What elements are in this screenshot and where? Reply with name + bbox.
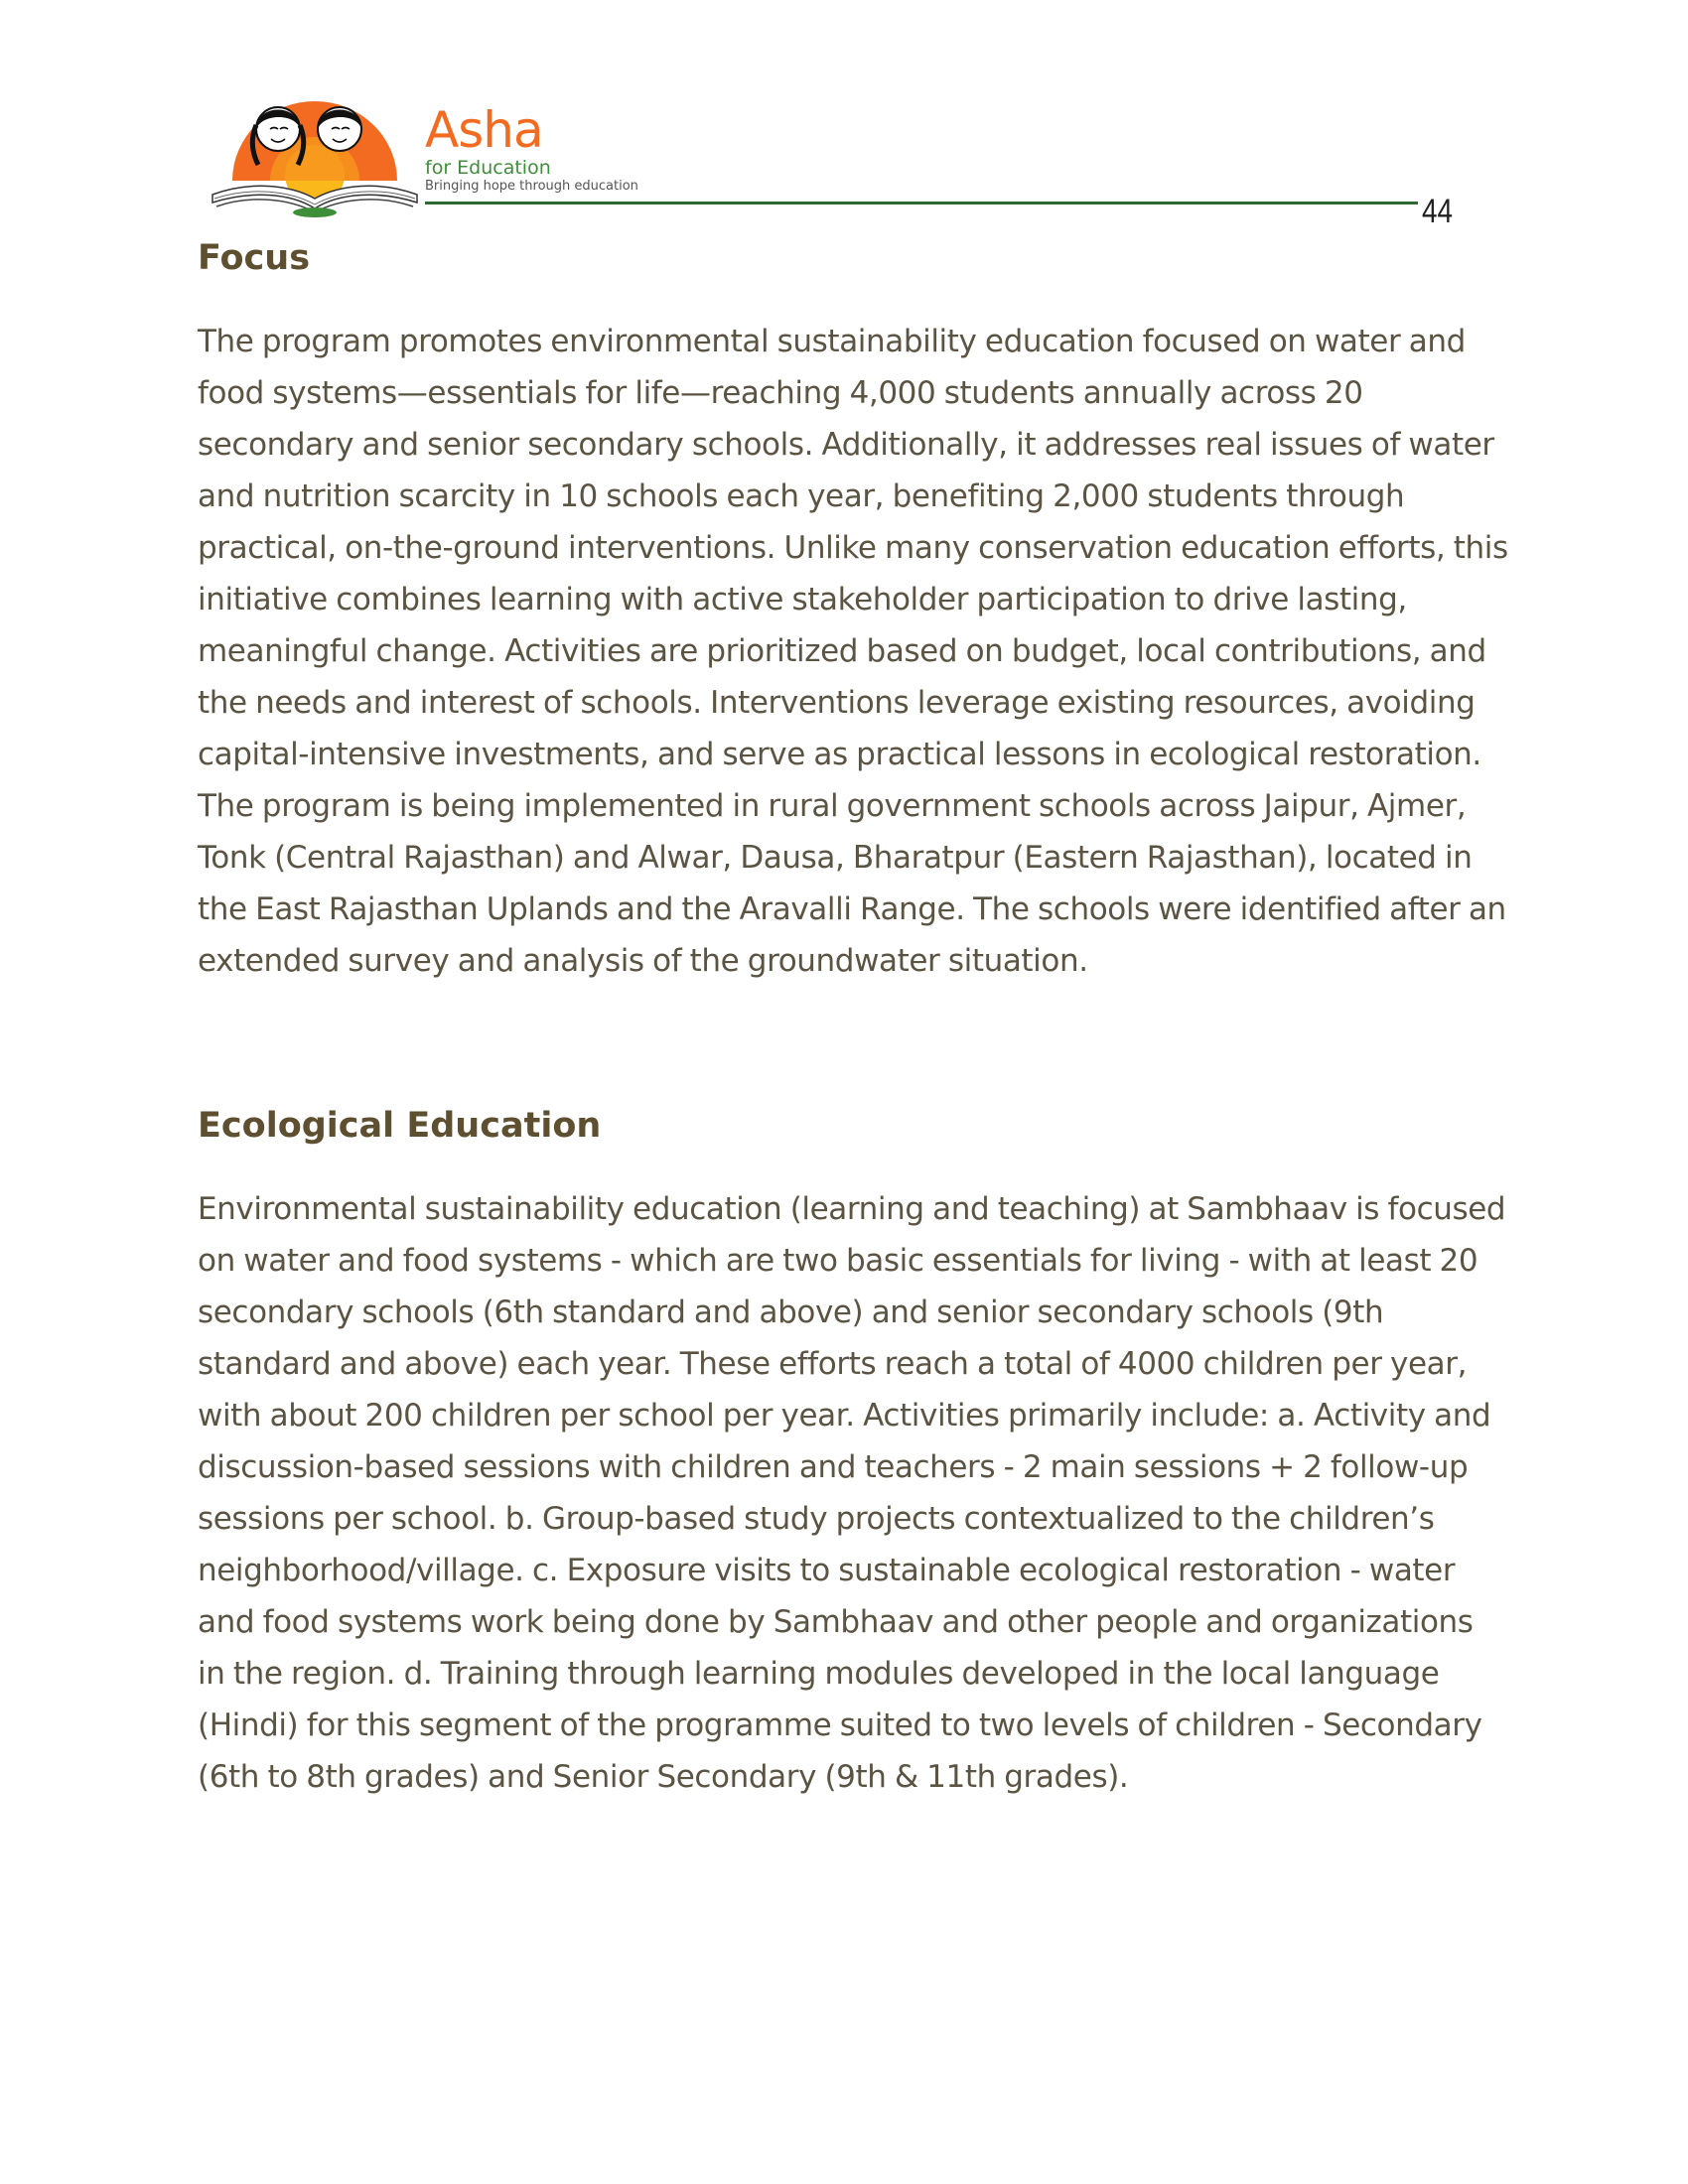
document-body [198, 236, 1508, 1803]
section-ecological-education [198, 1104, 1508, 1803]
page-header [211, 95, 1481, 224]
section-focus [198, 236, 1508, 987]
section-paragraph: Environmental sustainability education (learning and teaching) at Sambhaav is focused on water and food systems - which are two basic essentials for living - with at least 20 secondary schools (6th standard and above) and senior secondary schools (9th standard and above) each year. These efforts reach a total of 4000 children per year, with about 200 children per school per year. Activities primarily include: a. Activity and discussion-based sessions with children and teachers - 2 main sessions + 2 follow-up sessions per school. b. Group-based study projects contextualized to the children’s neighborhood/village. c. Exposure visits to sustainable ecological restoration - water and food systems work being done by Sambhaav and other people and organizations in the region. d. Training through learning modules developed in the local language (Hindi) for this segment of the programme suited to two levels of children - Secondary (6th to 8th grades) and Senior Secondary (9th & 11th grades). [198, 1191, 1506, 1795]
logo-name: Asha [425, 101, 543, 159]
section-heading: Focus [198, 238, 311, 278]
header-divider [425, 202, 1418, 205]
page-number: 44 [1422, 193, 1454, 230]
section-heading: Ecological Education [198, 1106, 602, 1146]
section-paragraph: The program promotes environmental sustainability education focused on water and food systems—essentials for life—reaching 4,000 students annually across 20 secondary and senior secondary schools. Additionally, it addresses real issues of water and nutrition scarcity in 10 schools each year, benefiting 2,000 students through practical, on-the-ground interventions. Unlike many conservation education efforts, this initiative combines learning with active stakeholder participation to drive lasting, meaningful change. Activities are prioritized based on budget, local contributions, and the needs and interest of schools. Interventions leverage existing resources, avoiding capital-intensive investments, and serve as practical lessons in ecological restoration. The program is being implemented in rural government schools across Jaipur, Ajmer, Tonk (Central Rajasthan) and Alwar, Dausa, Bharatpur (Eastern Rajasthan), located in the East Rajasthan Uplands and the Aravalli Range. The schools were identified after an extended survey and analysis of the groundwater situation. [198, 324, 1508, 979]
logo-subtitle: for Education [425, 157, 551, 179]
logo-text [425, 103, 638, 195]
logo-tagline: Bringing hope through education [425, 179, 638, 194]
asha-logo-icon [211, 95, 419, 218]
